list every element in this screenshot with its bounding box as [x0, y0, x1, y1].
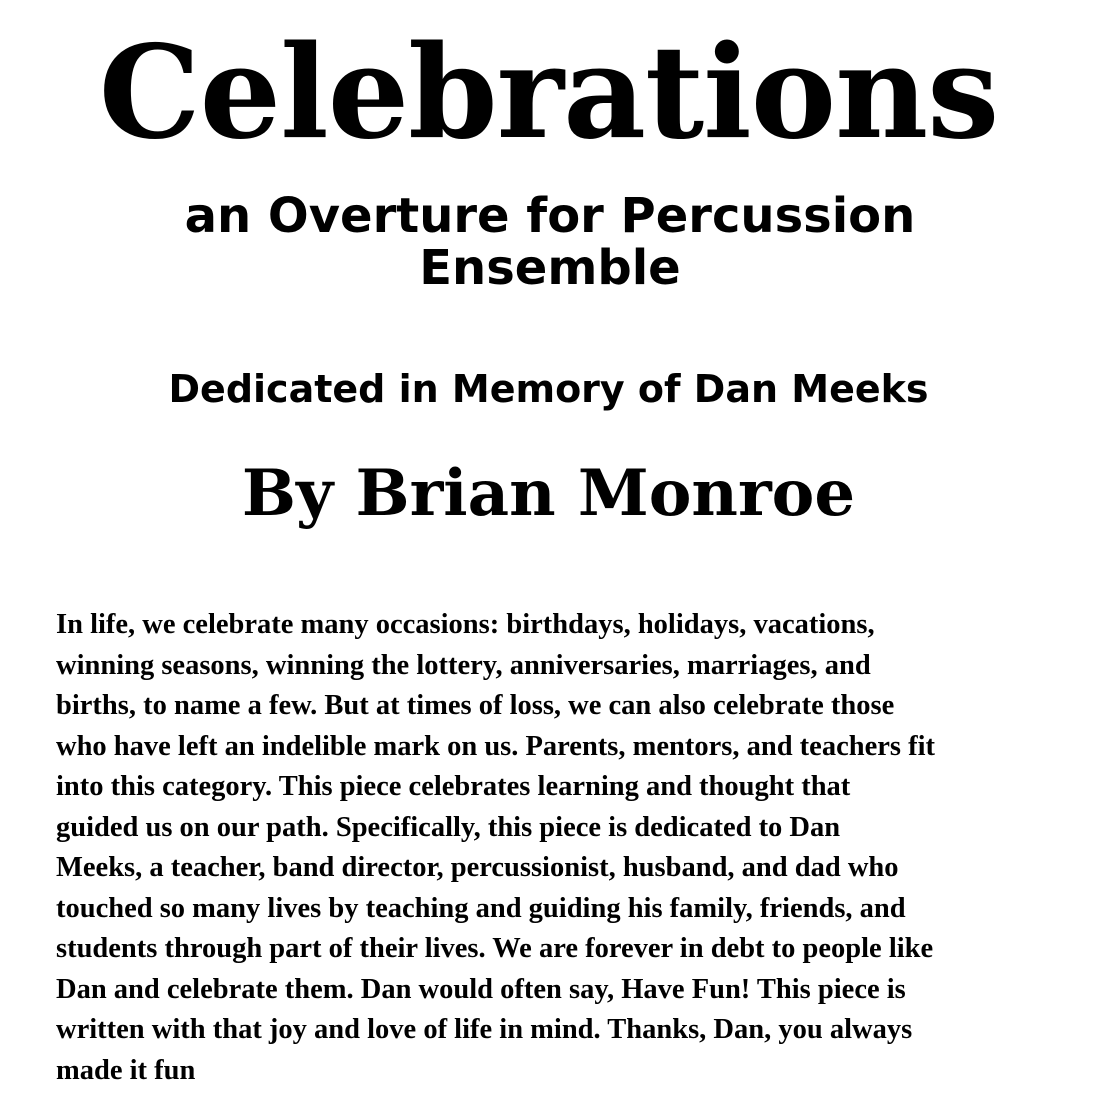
document-title: Celebrations: [98, 18, 999, 168]
program-note-paragraph: In life, we celebrate many occasions: birthdays, holidays, vacations, winning seasons, winning the lottery, anniversaries, marriages, and births, to name a few. But at times of loss, we can also celebrate those who have left an indelible mark on us. Parents, mentors, and teachers fit into this category. This piece celebrates learning and thought that guided us on our path. Specifically, this piece is dedicated to Dan Meeks, a teacher, band director, percussionist, husband, and dad who touched so many lives by teaching and guiding his family, friends, and students through part of their lives. We are forever in debt to people like Dan and celebrate them. Dan would often say, Have Fun! This piece is written with that joy and love of life in mind. Thanks, Dan, you always made it fun: [56, 609, 935, 1086]
dedication-line: Dedicated in Memory of Dan Meeks: [168, 367, 929, 411]
author-line: By Brian Monroe: [241, 456, 856, 531]
document-subtitle: an Overture for Percussion Ensemble: [184, 188, 916, 296]
